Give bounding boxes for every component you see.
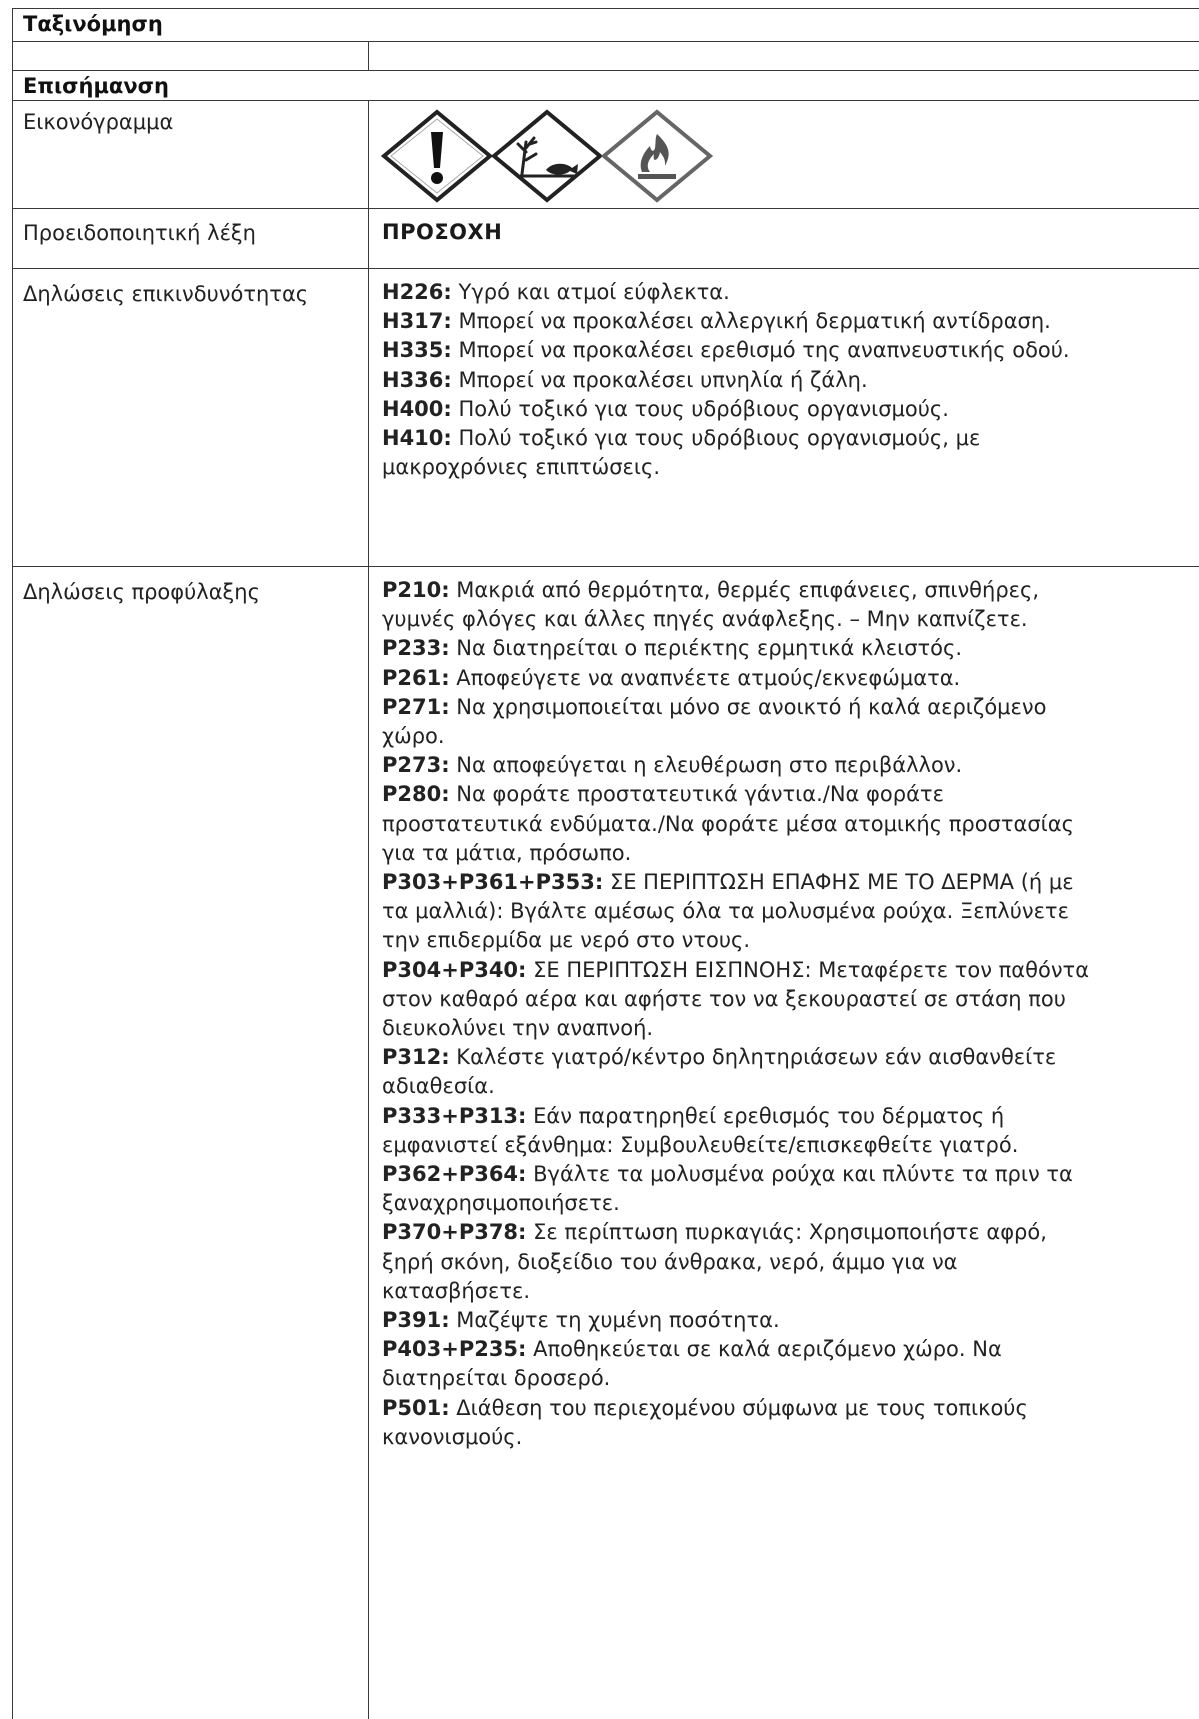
precautionary-statement [382,751,1102,780]
hazard-statement-text: Πολύ τοξικό για τους υδρόβιους οργανισμούς. [451,396,949,421]
precautionary-statement-code: P210: [382,578,450,602]
precautionary-statement-text: ΣΕ ΠΕΡΙΠΤΩΣΗ ΕΠΑΦΗΣ ΜΕ ΤΟ ΔΕΡΜΑ (ή με τα μαλλιά): Βγάλτε αμέσως όλα τα μολυσμένα ρούχα. Ξεπλύνετε την επιδερμίδα με νερό στο ντους. [382,870,1074,953]
precautionary-statement-code: P303+P361+P353: [382,870,604,895]
precautionary-statement [382,693,1102,751]
precautionary-statement [382,1160,1102,1218]
precautionary-statement-text: Αποφεύγετε να αναπνέετε ατμούς/εκνεφώματα. [449,665,961,690]
precautionary-statements-label: Δηλώσεις προφύλαξης [23,580,260,604]
table-rule [12,70,1199,71]
precautionary-statement-code: P273: [382,753,450,778]
table-rule [12,208,1199,209]
hazard-statement-text: Μπορεί να προκαλέσει ερεθισμό της αναπνευστικής οδού. [451,338,1070,363]
hazard-statement-text: Υγρό και ατμοί εύφλεκτα. [451,280,730,304]
hazard-statement-code: H226: [382,280,452,304]
precautionary-statement-code: P304+P340: [382,957,527,982]
precautionary-statement-code: P280: [382,782,450,807]
precautionary-statement-code: P370+P378: [382,1220,527,1245]
exclamation-mark-pictogram-icon [384,112,490,200]
precautionary-statement [382,664,1102,693]
hazard-statement [382,336,1102,365]
precautionary-statement-text: Να φοράτε προστατευτικά γάντια./Να φοράτε προστατευτικά ενδύματα./Να φοράτε μέσα ατομικής προστασίας για τα μάτια, πρόσωπο. [382,782,1074,865]
sds-label-table [12,8,1199,1719]
precautionary-statement-code: P233: [382,636,450,661]
table-rule [12,100,1199,101]
hazard-statement [382,424,1102,482]
environment-pictogram-icon [494,112,600,200]
precautionary-statement-code: P271: [382,694,450,719]
precautionary-statement-text: Να διατηρείται ο περιέκτης ερμητικά κλειστός. [449,636,963,661]
precautionary-statement [382,1102,1102,1160]
precautionary-statement-text: Βγάλτε τα μολυσμένα ρούχα και πλύντε τα πριν τα ξαναχρησιμοποιήσετε. [382,1162,1073,1216]
precautionary-statement [382,1394,1102,1452]
table-rule [12,268,1199,269]
precautionary-statement-text: Σε περίπτωση πυρκαγιάς: Χρησιμοποιήστε αφρό, ξηρή σκόνη, διοξείδιο του άνθρακα, νερό, άμμο για να κατασβήσετε. [382,1220,1047,1303]
precautionary-statements-list [382,576,1102,1452]
pictogram-group [380,108,714,204]
precautionary-statement [382,868,1102,956]
signal-word-label: Προειδοποιητική λέξη [23,221,256,245]
flame-pictogram-icon [604,112,710,200]
precautionary-statement-code: P362+P364: [382,1162,527,1187]
hazard-statement-code: H400: [382,396,452,421]
hazard-statements-label: Δηλώσεις επικινδυνότητας [23,282,309,306]
hazard-statement-code: H317: [382,309,452,334]
hazard-statements-list [382,278,1102,482]
table-border-top [12,8,1199,9]
hazard-statement-code: H336: [382,367,452,392]
table-border-left [12,8,13,1719]
precautionary-statement-code: P501: [382,1395,450,1420]
precautionary-statement-code: P333+P313: [382,1103,527,1128]
pictogram-label: Εικονόγραμμα [23,110,174,134]
precautionary-statement [382,1306,1102,1335]
hazard-statement-text: Μπορεί να προκαλέσει υπνηλία ή ζάλη. [451,367,868,392]
precautionary-statement-text: Μαζέψτε τη χυμένη ποσότητα. [449,1308,780,1333]
hazard-statement [382,307,1102,336]
precautionary-statement-code: P261: [382,665,450,690]
precautionary-statement-text: Να αποφεύγεται η ελευθέρωση στο περιβάλλον. [449,753,963,778]
hazard-statement [382,278,1102,307]
precautionary-statement-code: P391: [382,1308,450,1333]
precautionary-statement [382,1218,1102,1306]
table-rule [12,41,1199,42]
precautionary-statement [382,956,1102,1044]
precautionary-statement-text: Εάν παρατηρηθεί ερεθισμός του δέρματος ή εμφανιστεί εξάνθημα: Συμβουλευθείτε/επισκεφθείτε γιατρό. [382,1103,1019,1157]
precautionary-statement-text: Να χρησιμοποιείται μόνο σε ανοικτό ή καλά αεριζόμενο χώρο. [382,694,1047,749]
hazard-statement-code: H335: [382,338,452,363]
signal-word: ΠΡΟΣΟΧΗ [382,220,503,244]
precautionary-statement-text: Καλέστε γιατρό/κέντρο δηλητηριάσεων εάν αισθανθείτε αδιαθεσία. [382,1045,1057,1099]
hazard-statement-text: Πολύ τοξικό για τους υδρόβιους οργανισμούς, με μακροχρόνιες επιπτώσεις. [382,426,981,480]
table-rule [12,566,1199,567]
precautionary-statement-text: Αποθηκεύεται σε καλά αεριζόμενο χώρο. Να διατηρείται δροσερό. [382,1337,1002,1391]
hazard-statement-text: Μπορεί να προκαλέσει αλλεργική δερματική αντίδραση. [451,309,1051,334]
classification-title: Ταξινόμηση [23,12,163,36]
labelling-title: Επισήμανση [23,74,169,98]
precautionary-statement [382,1335,1102,1393]
precautionary-statement-text: ΣΕ ΠΕΡΙΠΤΩΣΗ ΕΙΣΠΝΟΗΣ: Μεταφέρετε τον παθόντα στον καθαρό αέρα και αφήστε τον να ξεκουραστεί σε στάση που διευκολύνει την αναπνοή. [382,957,1090,1041]
precautionary-statement-text: Μακριά από θερμότητα, θερμές επιφάνειες, σπινθήρες, γυμνές φλόγες και άλλες πηγές ανάφλεξης. – Μην καπνίζετε. [382,578,1040,632]
precautionary-statement [382,780,1102,868]
precautionary-statement [382,576,1102,634]
precautionary-statement-text: Διάθεση του περιεχομένου σύμφωνα με τους τοπικούς κανονισμούς. [382,1395,1028,1449]
precautionary-statement [382,1043,1102,1101]
hazard-statement-code: H410: [382,426,452,451]
column-divider [368,100,369,1719]
precautionary-statement [382,634,1102,663]
column-divider [368,41,369,70]
precautionary-statement-code: P312: [382,1045,450,1070]
hazard-statement [382,366,1102,395]
precautionary-statement-code: P403+P235: [382,1337,527,1362]
hazard-statement [382,395,1102,424]
